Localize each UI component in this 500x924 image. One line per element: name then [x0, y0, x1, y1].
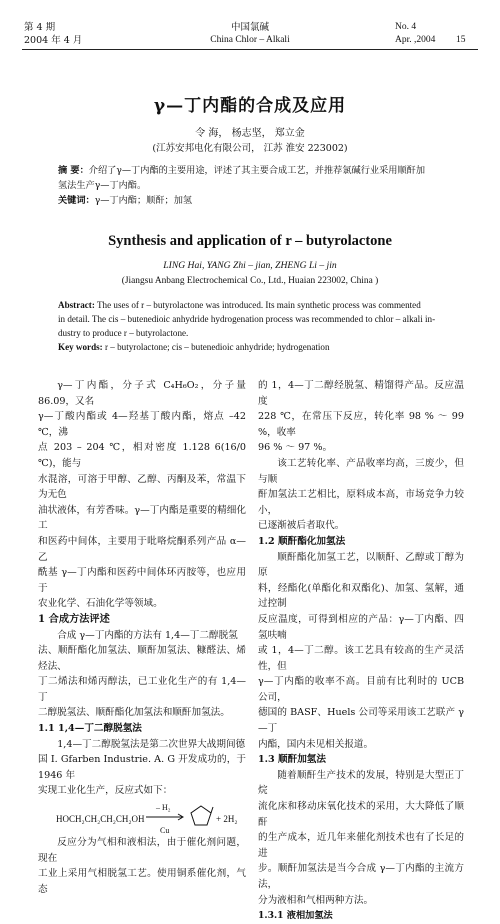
text-line: 的生产成本，近几年来催化剂技术也有了长足的进 — [258, 832, 464, 859]
text-line: 点 203 – 204 ℃，相对密度 1.128 6(16/0 ℃)，能与 — [38, 442, 246, 469]
text-line: 农业化学、石油化学等领域。 — [38, 598, 163, 610]
text-line: 反应温度，可得到相应的产品：γ—丁内酯、四氢呋喃 — [258, 613, 464, 641]
equation-product: + 2H₂ — [216, 814, 238, 825]
keywords-cn: γ—丁内酯；顺酐；加氢 — [94, 195, 193, 206]
abstract-cn-text-2: 氢法生产γ—丁内酯。 — [58, 180, 147, 191]
abstract-en-line-1: The uses of r – butyrolactone was introduced. Its main synthetic process was commented — [96, 300, 421, 310]
equation-condition: – H₂ — [156, 803, 171, 813]
lactone-ring-icon — [188, 803, 214, 829]
header-date: 2004 年 4 月 — [24, 35, 83, 46]
text-line: 酰基 γ—丁内酯和医药中间体环丙胺等，也应用于 — [38, 567, 246, 594]
text-line: 国 I. Gfarben Industrie. A. G 开发成功的，于 1946 年 — [38, 754, 246, 781]
abstract-en-line-3: dustry to produce r – butyrolactone. — [58, 328, 189, 338]
journal-name-cn: 中国氯碱 — [230, 22, 269, 33]
text-line: γ—丁酸内酯或 4—羟基丁酸内酯，熔点 –42 ℃，沸 — [38, 411, 246, 438]
text-line: 内酯，国内未见相关报道。 — [258, 738, 374, 750]
keywords-cn-label: 关键词： — [58, 195, 95, 206]
text-line: 反应分为气相和液相法，由于催化剂问题，现在 — [38, 837, 246, 864]
text-line: 随着顺酐生产技术的发展，特别是大型正丁烷 — [258, 769, 464, 797]
abstract-en — [58, 298, 462, 354]
text-line: γ—丁内酯，分子式 C₄H₆O₂，分子量 86.09，又名 — [38, 380, 246, 407]
abstract-cn-label: 摘 要： — [58, 165, 89, 176]
subsection-heading: 1.3.1 液相加氢法 — [258, 910, 333, 922]
subsection-heading: 1.3 顺酐加氢法 — [258, 754, 326, 766]
text-line: 和医药中间体，主要用于吡咯烷酮系列产品 α—乙 — [38, 535, 246, 563]
text-line: 法、顺酐酯化加氢法、顺酐加氢法、糠醛法、烯烃法、 — [38, 645, 246, 672]
text-line: 已逐渐被后者取代。 — [258, 520, 345, 532]
abstract-cn-text: 介绍了γ—丁内酯的主要用途，评述了其主要合成工艺，并推荐氯碱行业采用顺酐加 — [88, 165, 426, 176]
text-line: 228 ℃，在常压下反应，转化率 98 % ～ 99 %，收率 — [258, 411, 464, 438]
text-line: 酐加氢法工艺相比，原料成本高，市场竞争力较小， — [258, 489, 464, 516]
keywords-en-label: Key words: — [58, 342, 103, 352]
page-number: 15 — [456, 35, 466, 45]
journal-name-en: China Chlor – Alkali — [210, 35, 290, 45]
text-line: 分为液相和气相两种方法。 — [258, 894, 374, 906]
text-line: 实现工业化生产，反应式如下： — [38, 785, 173, 797]
left-column — [38, 378, 246, 897]
text-line: 料，经酯化(单酯化和双酯化)、加氢、氢解，通过控制 — [258, 582, 464, 610]
equation-catalyst: Cu — [160, 826, 170, 836]
abstract-en-label: Abstract: — [58, 300, 95, 310]
text-line: 德国的 BASF、Huels 公司等采用该工艺联产 γ—丁 — [258, 707, 464, 735]
header-rule — [22, 49, 478, 50]
text-line: γ—丁内酯的收率不高。目前有比利时的 UCB 公司， — [258, 676, 464, 703]
authors-cn: 令 海， 杨志坚， 郑立金 — [195, 128, 305, 139]
text-line: 油状液体，有芳香味。γ—丁内酯是重要的精细化工 — [38, 504, 246, 532]
text-line: 二醇脱氢法、顺酐酯化加氢法和顺酐加氢法。 — [38, 707, 230, 719]
text-line: 水混溶，可溶于甲醇、乙醇、丙酮及苯，常温下为无色 — [38, 473, 246, 501]
text-line: 96 % ～ 97 %。 — [258, 442, 333, 454]
reaction-arrow-icon — [146, 813, 186, 821]
right-column — [258, 378, 464, 924]
affiliation-cn: (江苏安邦电化有限公司， 江苏 淮安 223002) — [152, 143, 348, 154]
header-date-en: Apr. ,2004 — [395, 35, 436, 45]
text-line: 顺酐酯化加氢工艺，以顺酐、乙醇或丁醇为原 — [258, 551, 464, 579]
header-issue-en: No. 4 — [395, 22, 417, 32]
text-line: 工业上采用气相脱氢工艺。使用铜系催化剂，气态 — [38, 868, 246, 895]
affiliation-en: (Jiangsu Anbang Electrochemical Co., Ltd., Huaian 223002, China ) — [121, 276, 379, 286]
subsection-heading: 1.2 顺酐酯化加氢法 — [258, 535, 346, 547]
text-line: 或 1，4—丁二醇。该工艺具有较高的生产灵活性，但 — [258, 645, 464, 672]
text-line: 合成 γ—丁内酯的方法有 1,4—丁二醇脱氢 — [57, 629, 238, 641]
header-issue: 第 4 期 — [24, 22, 56, 33]
text-line: 步。顺酐加氢法是当今合成 γ—丁内酯的主流方法， — [258, 863, 464, 890]
reaction-equation — [38, 799, 246, 835]
text-line: 1,4—丁二醇脱氢法是第二次世界大战期间德 — [57, 738, 246, 750]
abstract-en-line-2: in detail. The cis – butenedioic anhydride hydrogenation process was recommended to chlor – alkali in- — [58, 314, 436, 324]
equation-reactant: HOCH₂CH₂CH₂CH₂OH — [56, 814, 145, 825]
abstract-cn — [58, 163, 458, 208]
text-line: 该工艺转化率、产品收率均高，三废少，但与顺 — [258, 457, 464, 485]
section-heading: 1 合成方法评述 — [38, 612, 110, 625]
subsection-heading: 1.1 1,4—丁二醇脱氢法 — [38, 723, 142, 735]
text-line: 流化床和移动床氧化技术的采用，大大降低了顺酐 — [258, 801, 464, 828]
title-en: Synthesis and application of r – butyrolactone — [108, 233, 392, 249]
text-line: 丁二烯法和烯丙醇法，已工业化生产的有 1,4—丁 — [38, 676, 246, 703]
text-line: 的 1，4—丁二醇经脱氢、精馏得产品。反应温度 — [258, 380, 464, 407]
title-cn: γ—丁内酯的合成及应用 — [153, 96, 347, 116]
keywords-en: r – butyrolactone; cis – butenedioic anhydride; hydrogenation — [105, 342, 330, 352]
authors-en: LING Hai, YANG Zhi – jian, ZHENG Li – jin — [163, 260, 337, 271]
